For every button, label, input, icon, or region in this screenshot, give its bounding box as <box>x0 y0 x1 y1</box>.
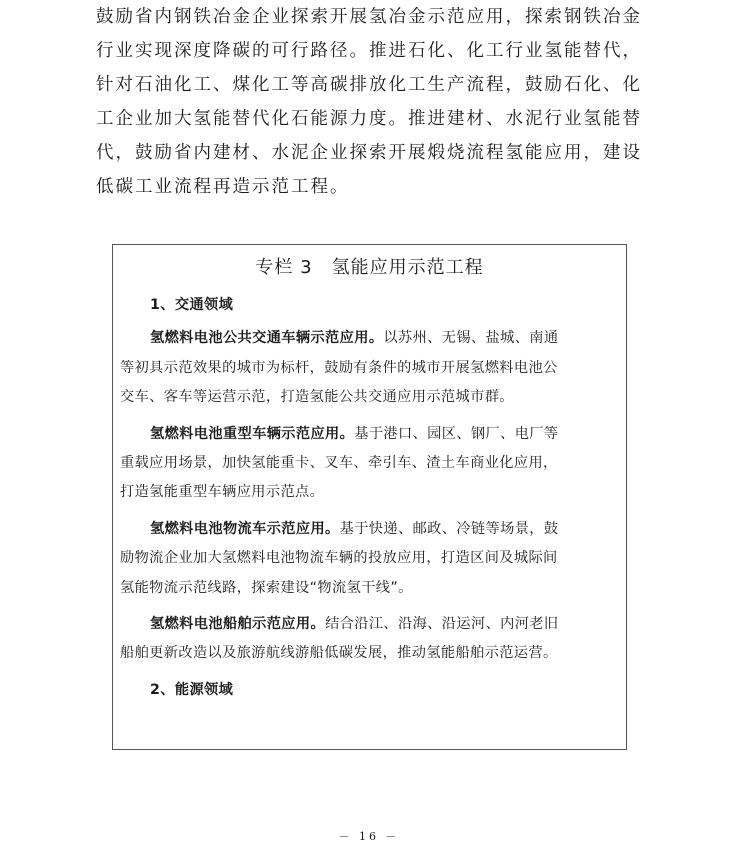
item-text: 以苏州、无锡、盐城、南通 <box>383 330 559 347</box>
item-line: 交车、客车等运营示范，打造氢能公共交通应用示范城市群。 <box>120 389 514 406</box>
item-heading: 氢燃料电池重型车辆示范应用。 <box>150 425 355 442</box>
item-line: 船舶更新改造以及旅游航线游船低碳发展，推动氢能船舶示范运营。 <box>120 645 558 662</box>
item-line: 重载应用场景，加快氢能重卡、叉车、牵引车、渣土车商业化应用， <box>120 455 558 472</box>
item-text: 基于港口、园区、钢厂、电厂等 <box>354 425 559 442</box>
item-first-line <box>120 610 618 639</box>
item-line: 等初具示范效果的城市为标杆，鼓励有条件的城市开展氢燃料电池公 <box>120 359 558 376</box>
intro-paragraph <box>96 0 656 204</box>
item-line: 励物流企业加大氢燃料电池物流车辆的投放应用，打造区间及城际间 <box>120 550 558 567</box>
column-box <box>112 244 627 750</box>
text-line: 代，鼓励省内建材、水泥企业探索开展煅烧流程氢能应用，建设 <box>96 143 642 163</box>
item-first-line <box>120 324 618 353</box>
item-heading: 氢燃料电池船舶示范应用。 <box>150 616 326 633</box>
item-line: 打造氢能重型车辆应用示范点。 <box>120 484 325 501</box>
section-heading: 2、能源领域 <box>150 681 234 698</box>
section-heading: 1、交通领域 <box>150 297 234 313</box>
box-title: 专栏 3 氢能应用示范工程 <box>255 257 484 278</box>
item-line: 氢能物流示范线路，探索建设“物流氢干线”。 <box>120 579 413 596</box>
text-line: 低碳工业流程再造示范工程。 <box>96 177 350 197</box>
item-first-line <box>120 420 618 449</box>
item-heading: 氢燃料电池物流车示范应用。 <box>150 520 340 537</box>
text-line: 针对石油化工、煤化工等高碳排放化工生产流程，鼓励石化、化 <box>96 75 642 95</box>
item-heading: 氢燃料电池公共交通车辆示范应用。 <box>150 330 384 347</box>
box-body <box>120 291 618 705</box>
item-text: 结合沿江、沿海、沿运河、内河老旧 <box>325 616 559 633</box>
item-text: 基于快递、邮政、冷链等场景，鼓 <box>339 520 559 537</box>
text-line: 工企业加大氢能替代化石能源力度。推进建材、水泥行业氢能替 <box>96 109 642 129</box>
text-line: 鼓励省内钢铁冶金企业探索开展氢冶金示范应用，探索钢铁冶金 <box>96 7 642 27</box>
text-line: 行业实现深度降碳的可行路径。推进石化、化工行业氢能替代， <box>96 41 642 61</box>
page-number: － 16 － <box>338 830 400 843</box>
item-first-line <box>120 515 618 544</box>
